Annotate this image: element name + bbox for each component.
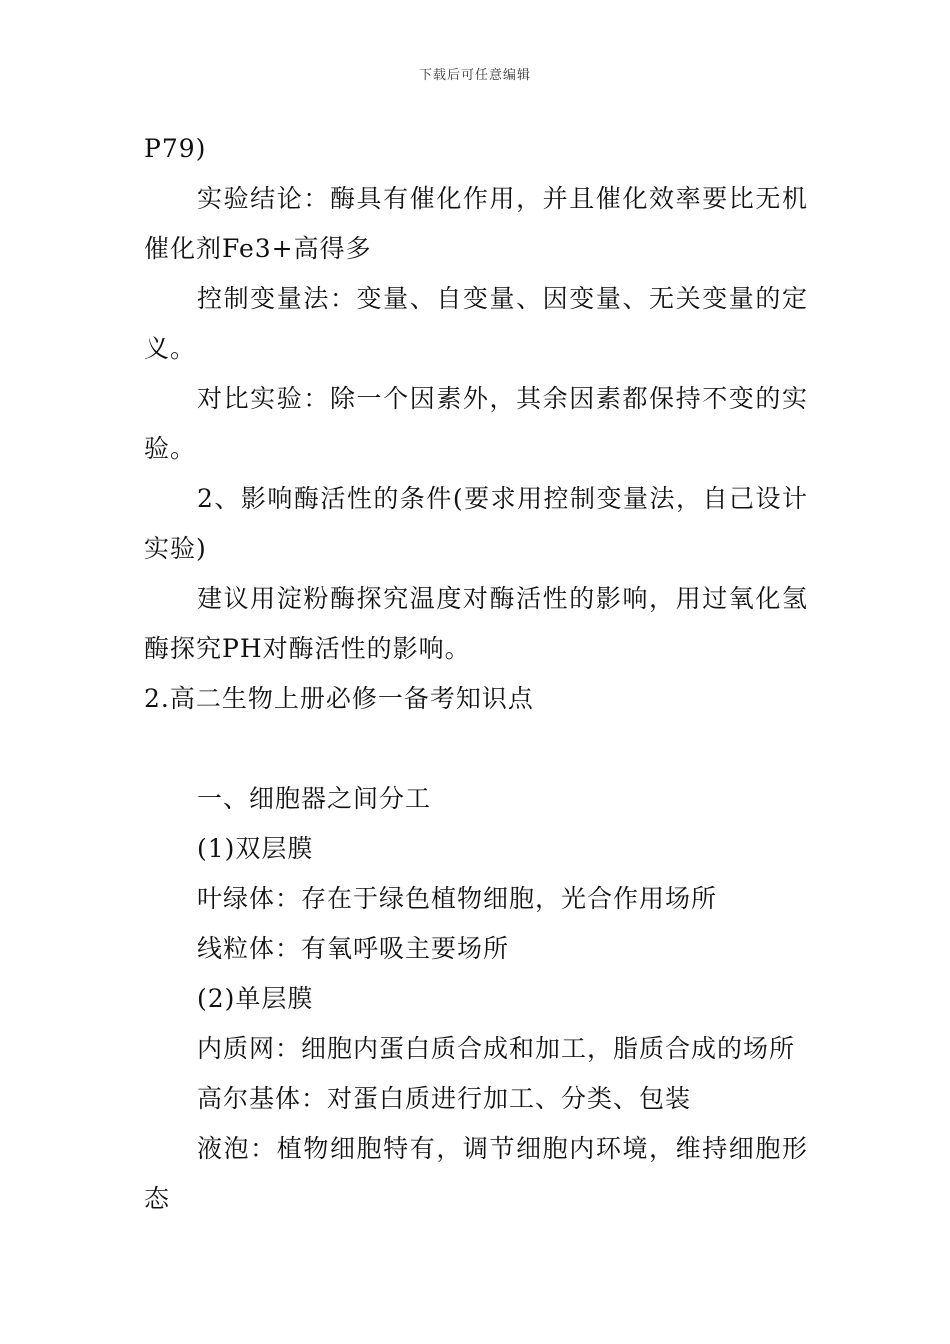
list-item-vacuole: 液泡：植物细胞特有，调节细胞内环境，维持细胞形态 <box>144 1134 808 1213</box>
document-body <box>144 124 808 1224</box>
paragraph-controlled-variables: 控制变量法：变量、自变量、因变量、无关变量的定义。 <box>144 284 808 363</box>
section-title: 2.高二生物上册必修一备考知识点 <box>144 684 534 713</box>
list-heading-single-membrane: (2)单层膜 <box>197 984 314 1013</box>
subsection-heading: 一、细胞器之间分工 <box>197 784 432 813</box>
list-heading-double-membrane: (1)双层膜 <box>197 834 314 863</box>
list-item-mitochondria: 线粒体：有氧呼吸主要场所 <box>197 934 510 963</box>
paragraph-continuation: P79) <box>144 134 207 163</box>
list-item-chloroplast: 叶绿体：存在于绿色植物细胞，光合作用场所 <box>197 884 718 913</box>
paragraph-suggestion: 建议用淀粉酶探究温度对酶活性的影响，用过氧化氢酶探究PH对酶活性的影响。 <box>144 584 808 663</box>
list-item-er: 内质网：细胞内蛋白质合成和加工，脂质合成的场所 <box>197 1034 796 1063</box>
blank-line <box>144 724 808 774</box>
paragraph-enzyme-conditions: 2、影响酶活性的条件(要求用控制变量法，自己设计实验) <box>144 484 808 563</box>
page-header: 下载后可任意编辑 <box>418 68 531 83</box>
paragraph-comparison-experiment: 对比实验：除一个因素外，其余因素都保持不变的实验。 <box>144 384 808 463</box>
list-item-golgi: 高尔基体：对蛋白质进行加工、分类、包装 <box>197 1084 692 1113</box>
paragraph-experiment-conclusion: 实验结论：酶具有催化作用，并且催化效率要比无机催化剂Fe3+高得多 <box>144 184 808 263</box>
